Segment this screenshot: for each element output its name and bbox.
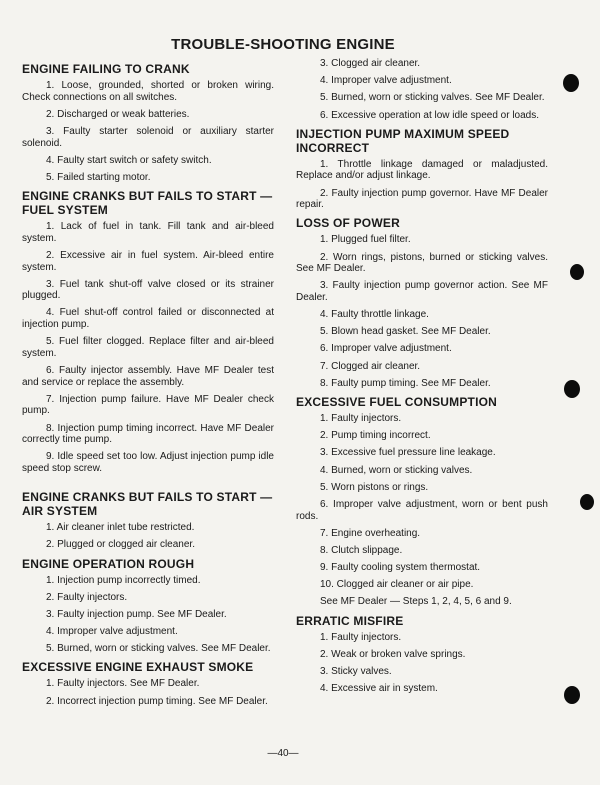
list-item: 1. Throttle linkage damaged or maladjusted. Replace and/or adjust linkage. [296,158,548,182]
list-item: 6. Improper valve adjustment, worn or bent push rods. [296,498,548,522]
list-item: 2. Weak or broken valve springs. [320,648,466,660]
section-heading: EXCESSIVE FUEL CONSUMPTION [296,395,498,409]
list-item: 2. Incorrect injection pump timing. See MF Dealer. [46,695,268,707]
list-item: 8. Clutch slippage. [320,544,403,556]
list-item: 2. Pump timing incorrect. [320,430,431,442]
list-item: 7. Injection pump failure. Have MF Dealer check pump. [22,393,274,417]
list-item: 4. Fuel shut-off control failed or disconnected at injection pump. [22,307,274,331]
list-item: 9. Idle speed set too low. Adjust injection pump idle speed stop screw. [22,451,274,474]
page-title: TROUBLE-SHOOTING ENGINE [171,36,395,53]
left-column [22,58,274,713]
list-item: 5. Blown head gasket. See MF Dealer. [320,326,491,338]
list-item: 3. Clogged air cleaner. [320,58,421,69]
punch-hole [564,686,580,704]
list-item: 3. Faulty starter solenoid or auxiliary starter solenoid. [22,125,274,149]
list-item: 6. Faulty injector assembly. Have MF Dealer test and service or replace the assembly. [22,365,274,388]
list-item: 3. Fuel tank shut-off valve closed or its strainer plugged. [22,278,274,302]
list-item: 2. Plugged or clogged air cleaner. [46,539,195,551]
list-item: 4. Faulty start switch or safety switch. [46,154,212,166]
list-item: 8. Injection pump timing incorrect. Have MF Dealer correctly time pump. [22,422,274,446]
list-item: 1. Plugged fuel filter. [320,234,411,246]
list-item: 1. Faulty injectors. [320,631,402,643]
list-item: 4. Faulty throttle linkage. [320,309,429,321]
list-item: 2. Faulty injection pump governor. Have MF Dealer repair. [296,187,548,211]
punch-hole [563,74,579,92]
list-item: 2. Excessive air in fuel system. Air-bleed entire system. [22,249,274,273]
list-item: 2. Worn rings, pistons, burned or sticking valves. See MF Dealer. [296,251,548,275]
list-item: 5. Fuel filter clogged. Replace filter and air-bleed system. [22,336,274,359]
section-heading: ENGINE CRANKS BUT FAILS TO START — FUEL SYSTEM [22,189,273,218]
list-item: 6. Excessive operation at low idle speed or loads. [320,109,540,121]
section-heading: ENGINE OPERATION ROUGH [22,556,195,571]
list-item: 8. Faulty pump timing. See MF Dealer. [320,377,491,389]
list-item: 1. Loose, grounded, shorted or broken wiring. Check connections on all switches. [22,80,274,103]
list-item: 7. Clogged air cleaner. [320,360,421,372]
list-item: 4. Improper valve adjustment. [320,75,452,87]
list-item: 5. Failed starting motor. [46,171,151,183]
list-item: 1. Faulty injectors. See MF Dealer. [46,678,200,690]
list-item: 5. Worn pistons or rings. [320,481,429,493]
list-item: 4. Excessive air in system. [320,683,438,695]
list-item: 1. Lack of fuel in tank. Fill tank and air-bleed system. [22,221,274,244]
list-item: 3. Excessive fuel pressure line leakage. [320,447,496,459]
punch-hole [580,494,594,510]
list-item: 5. Burned, worn or sticking valves. See MF Dealer. [320,92,545,104]
list-item: 2. Faulty injectors. [46,591,128,603]
list-item: 3. Sticky valves. [320,666,392,678]
section-heading: EXCESSIVE ENGINE EXHAUST SMOKE [22,660,254,675]
section-heading: INJECTION PUMP MAXIMUM SPEED INCORRECT [296,126,510,155]
list-item: 4. Burned, worn or sticking valves. [320,464,473,476]
list-item: 1. Injection pump incorrectly timed. [46,574,201,586]
list-item: 4. Improper valve adjustment. [46,626,178,638]
list-item: 6. Improper valve adjustment. [320,343,452,355]
list-item: 7. Engine overheating. [320,527,421,539]
section-heading: ERRATIC MISFIRE [296,613,404,628]
list-item: 5. Burned, worn or sticking valves. See MF Dealer. [46,643,271,655]
list-item: 2. Discharged or weak batteries. [46,108,190,120]
section-heading: ENGINE CRANKS BUT FAILS TO START — AIR SYSTEM [22,490,273,519]
list-item: 3. Faulty injection pump governor action. See MF Dealer. [296,280,548,303]
punch-hole [564,380,580,398]
punch-hole [570,264,584,280]
list-item: 3. Faulty injection pump. See MF Dealer. [46,608,227,620]
page-number: —40— [267,748,299,759]
list-item: 10. Clogged air cleaner or air pipe. [320,579,474,591]
right-column [296,58,548,700]
section-heading: ENGINE FAILING TO CRANK [22,62,190,76]
list-item: 1. Faulty injectors. [320,413,402,424]
section-heading: LOSS OF POWER [296,216,400,231]
list-item: 1. Air cleaner inlet tube restricted. [46,522,195,534]
list-item: See MF Dealer — Steps 1, 2, 4, 5, 6 and 9. [320,596,512,608]
list-item: 9. Faulty cooling system thermostat. [320,562,481,574]
